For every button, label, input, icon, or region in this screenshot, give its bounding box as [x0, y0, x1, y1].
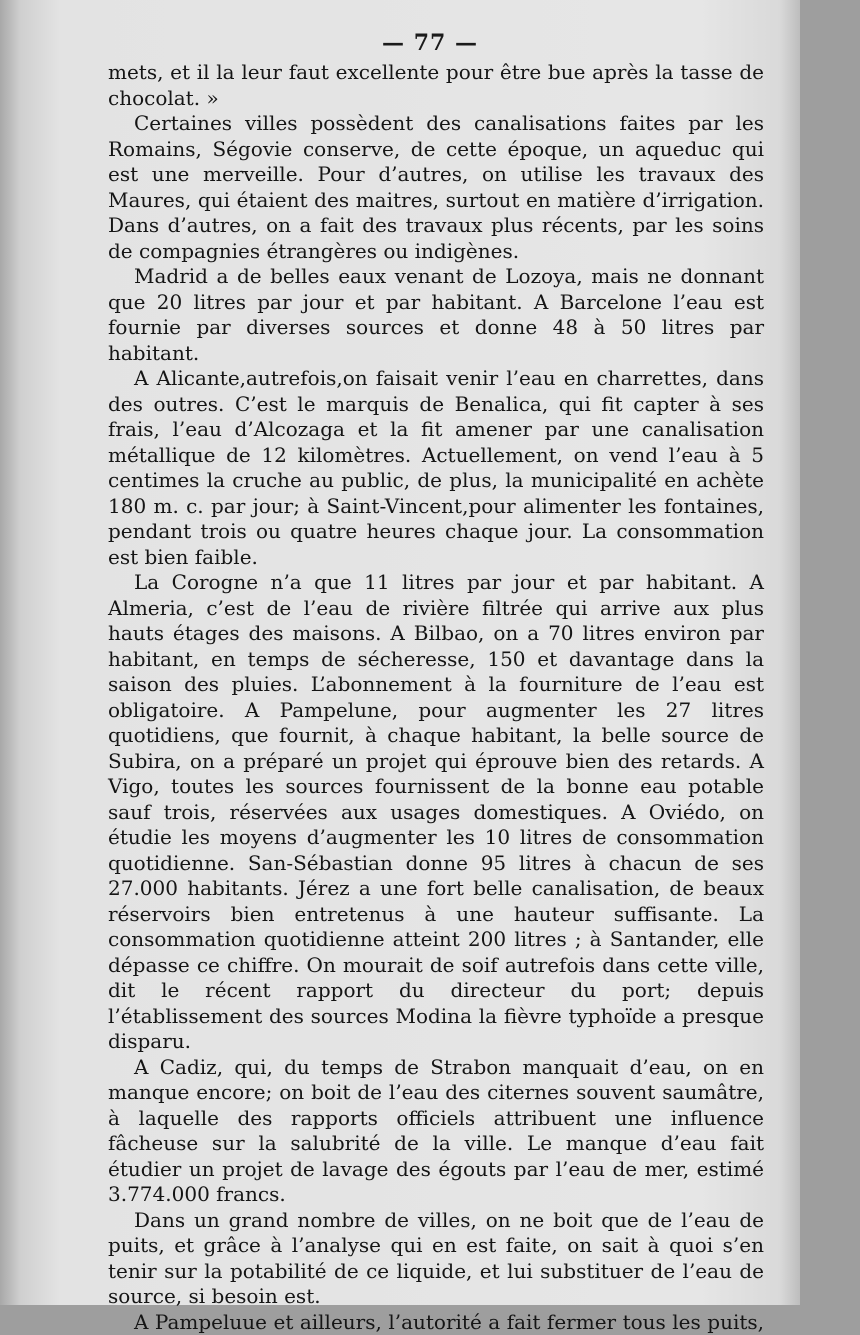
- paragraph: mets, et il la leur faut excellente pour être bue après la tasse de chocolat. »: [108, 60, 764, 111]
- body-text: [108, 60, 764, 1335]
- paragraph: A Cadiz, qui, du temps de Strabon manquait d’eau, on en manque encore; on boit de l’eau des citernes souvent saumâtre, à laquelle des rapports officiels attribuent une influence fâcheuse sur la salubrité de la ville. Le manque d’eau fait étudier un projet de lavage des égouts par l’eau de mer, estimé 3.774.000 francs.: [108, 1055, 764, 1208]
- page-number: — 77 —: [0, 30, 860, 56]
- paragraph: La Corogne n’a que 11 litres par jour et par habitant. A Almeria, c’est de l’eau de rivière filtrée qui arrive aux plus hauts étages des maisons. A Bilbao, on a 70 litres environ par habitant, en temps de sécheresse, 150 et davantage dans la saison des pluies. L’abonnement à la fourniture de l’eau est obligatoire. A Pampelune, pour augmenter les 27 litres quotidiens, que fournit, à chaque habitant, la belle source de Subira, on a préparé un projet qui éprouve bien des retards. A Vigo, toutes les sources fournissent de la bonne eau potable sauf trois, réservées aux usages domestiques. A Oviédo, on étudie les moyens d’augmenter les 10 litres de consommation quotidienne. San-Sébastian donne 95 litres à chacun de ses 27.000 habitants. Jérez a une fort belle canalisation, de beaux réservoirs bien entretenus à une hauteur suffisante. La consommation quotidienne atteint 200 litres ; à Santander, elle dépasse ce chiffre. On mourait de soif autrefois dans cette ville, dit le récent rapport du directeur du port; depuis l’établissement des sources Modina la fièvre typhoïde a presque disparu.: [108, 570, 764, 1055]
- paragraph: A Pampeluue et ailleurs, l’autorité a fait fermer tous les puits,: [108, 1310, 764, 1335]
- paragraph: Madrid a de belles eaux venant de Lozoya, mais ne donnant que 20 litres par jour et par habitant. A Barcelone l’eau est fournie par diverses sources et donne 48 à 50 litres par habitant.: [108, 264, 764, 366]
- paragraph: Certaines villes possèdent des canalisations faites par les Romains, Ségovie conserve, de cette époque, un aqueduc qui est une merveille. Pour d’autres, on utilise les travaux des Maures, qui étaient des maitres, surtout en matière d’irrigation. Dans d’autres, on a fait des travaux plus récents, par les soins de compagnies étrangères ou indigènes.: [108, 111, 764, 264]
- paragraph: A Alicante,autrefois,on faisait venir l’eau en charrettes, dans des outres. C’est le marquis de Benalica, qui fit capter à ses frais, l’eau d’Alcozaga et la fit amener par une canalisation métallique de 12 kilomètres. Actuellement, on vend l’eau à 5 centimes la cruche au public, de plus, la municipalité en achète 180 m. c. par jour; à Saint-Vincent,pour alimenter les fontaines, pendant trois ou quatre heures chaque jour. La consommation est bien faible.: [108, 366, 764, 570]
- paragraph: Dans un grand nombre de villes, on ne boit que de l’eau de puits, et grâce à l’analyse qui en est faite, on sait à quoi s’en tenir sur la potabilité de ce liquide, et lui substituer de l’eau de source, si besoin est.: [108, 1208, 764, 1310]
